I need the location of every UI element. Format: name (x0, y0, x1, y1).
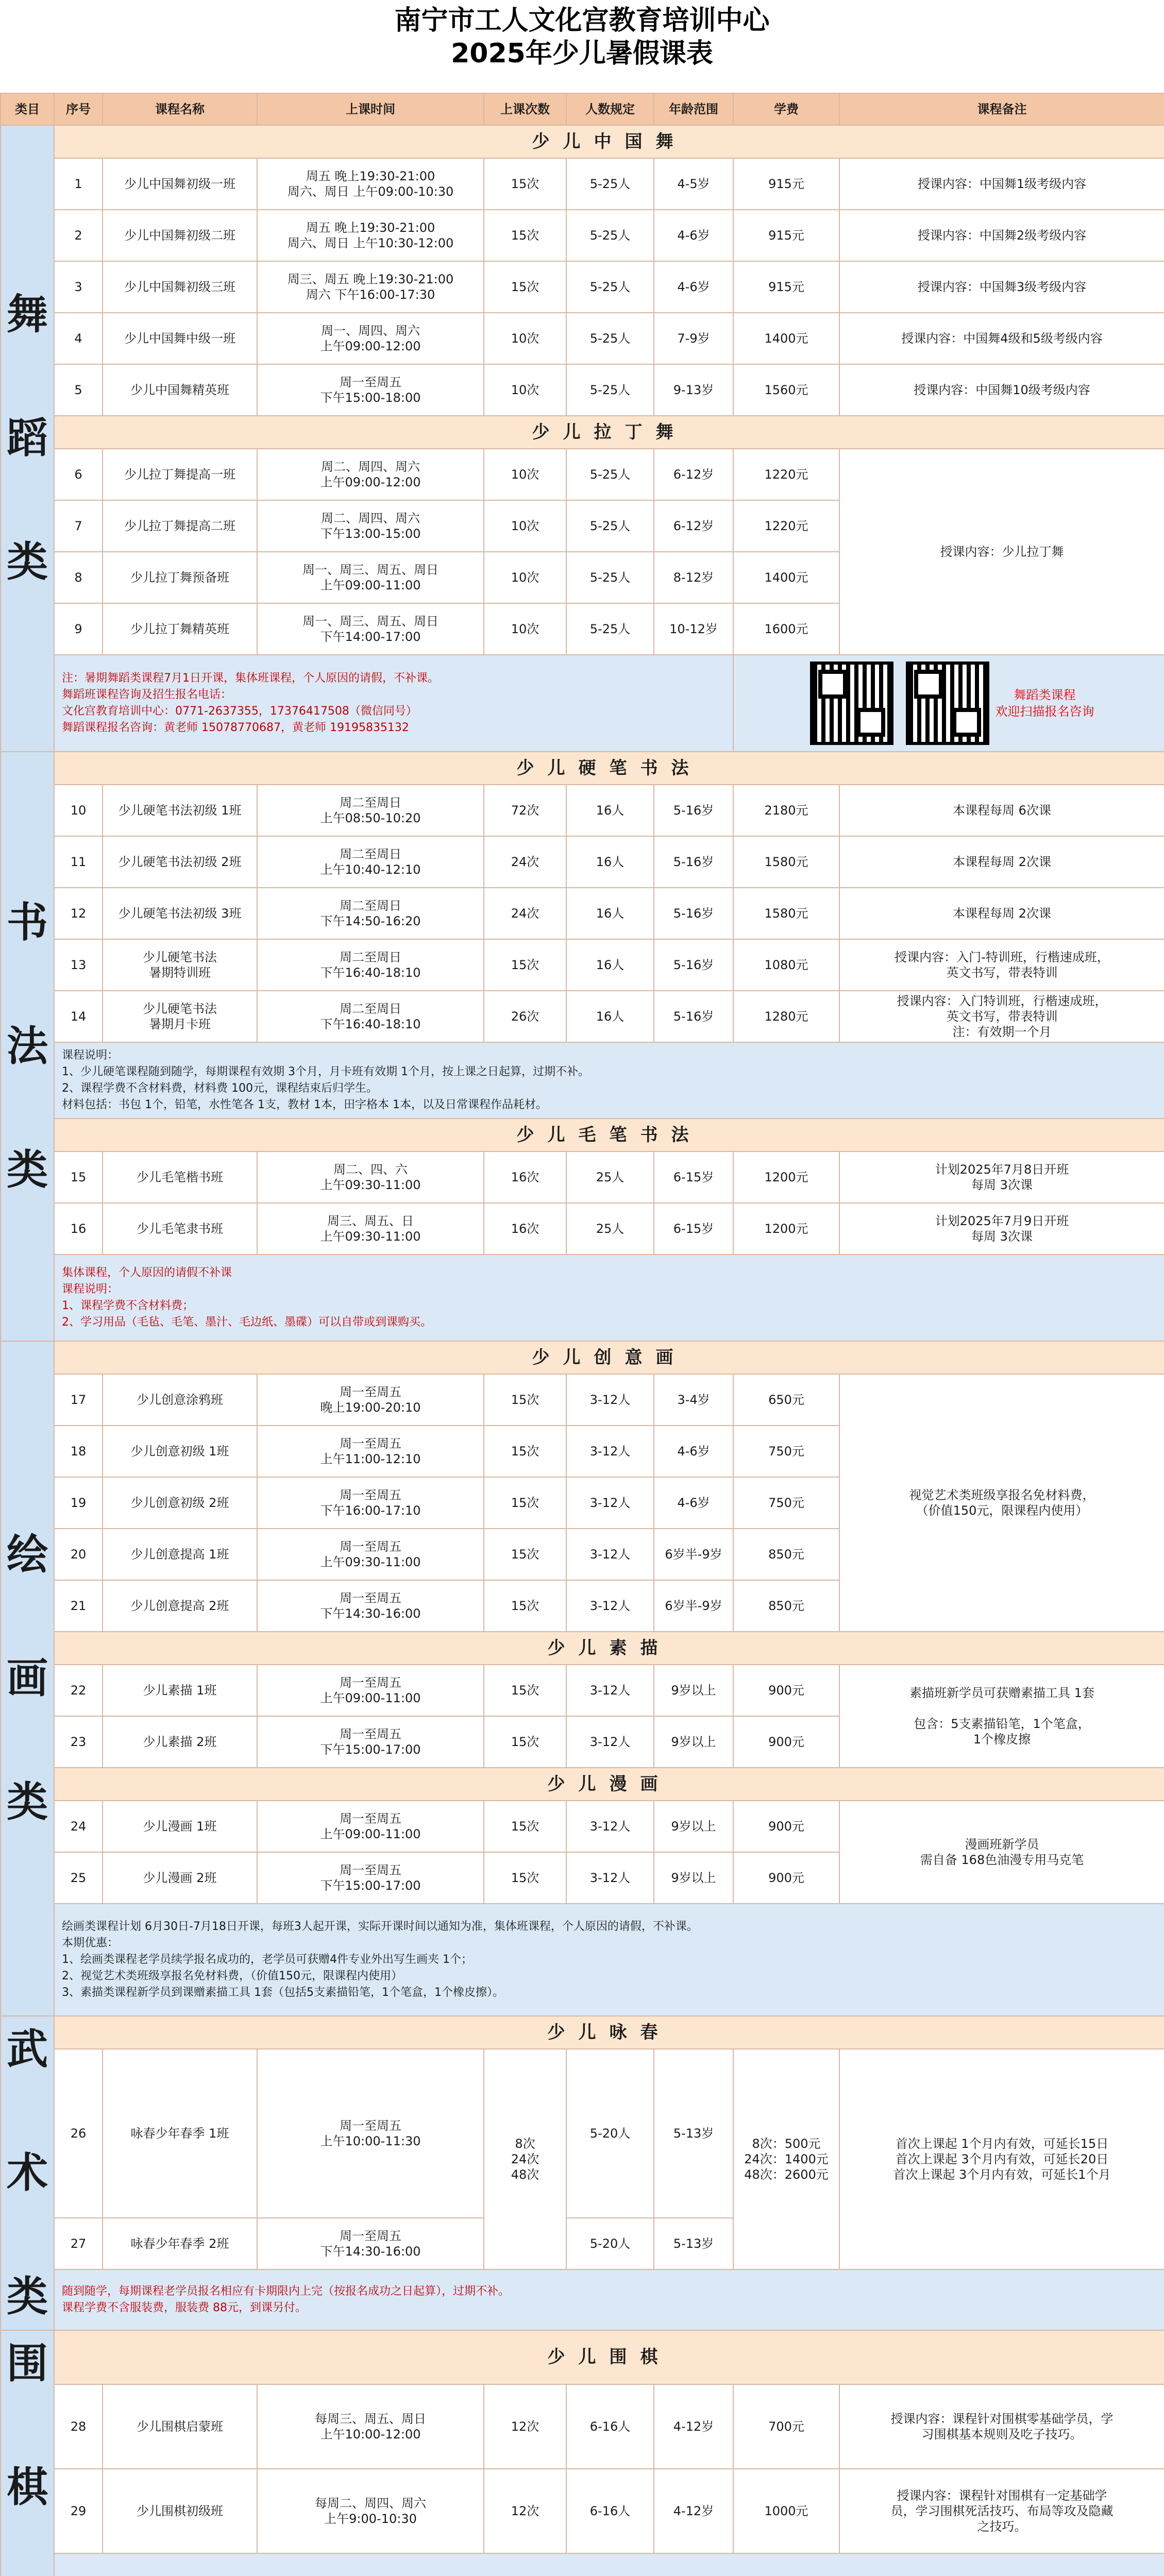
category-label: 围 棋 (1, 2330, 54, 2576)
section-title: 少儿素描 (54, 1632, 1164, 1665)
course-remark: 本课程每周 2次课 (839, 888, 1164, 939)
section-row (1, 1118, 1164, 1151)
class-size: 3-12人 (566, 1801, 654, 1852)
course-remark: 授课内容：中国舞1级考级内容 (839, 158, 1164, 210)
class-size: 16人 (566, 836, 654, 888)
session-count: 10次 (484, 552, 566, 603)
class-size: 5-20人 (566, 2049, 654, 2218)
session-count: 15次 (484, 1529, 566, 1580)
course-remark: 视觉艺术类班级享报名免材料费， （价值150元，限课程内使用） (839, 1374, 1164, 1632)
tuition: 900元 (733, 1852, 839, 1904)
tuition: 1200元 (733, 1151, 839, 1203)
age-range: 4-6岁 (654, 1477, 733, 1529)
row-number: 23 (54, 1716, 103, 1768)
section-title: 少儿围棋 (54, 2330, 1164, 2384)
qr-code-block (733, 655, 1164, 752)
age-range: 7-9岁 (654, 313, 733, 364)
section-title: 少儿拉丁舞 (54, 416, 1164, 449)
note-text: 集体课程，个人原因的请假不补课 课程说明： 1、课程学费不含材料费； 2、学习用品（毛毡、毛笔、墨汁、毛边纸、墨碟）可以自带或到课购买。 (54, 1255, 1164, 1341)
age-range: 8-12岁 (654, 552, 733, 603)
row-number: 12 (54, 888, 103, 939)
tuition: 1000元 (733, 2469, 839, 2553)
session-count: 15次 (484, 939, 566, 991)
session-count: 12次 (484, 2469, 566, 2553)
course-name: 少儿围棋启蒙班 (103, 2384, 257, 2469)
course-remark: 本课程每周 6次课 (839, 785, 1164, 836)
tuition: 850元 (733, 1580, 839, 1632)
class-size: 3-12人 (566, 1852, 654, 1904)
class-size: 5-25人 (566, 261, 654, 313)
schedule: 周五 晚上19:30-21:00 周六、周日 上午10:30-12:00 (257, 210, 484, 261)
tuition: 1220元 (733, 500, 839, 552)
age-range: 4-12岁 (654, 2469, 733, 2553)
course-remark: 首次上课起 1个月内有效，可延长15日 首次上课起 3个月内有效，可延长20日 首次上课起 3个月内有效，可延长1个月 (839, 2049, 1164, 2269)
row-number: 16 (54, 1203, 103, 1255)
session-count: 24次 (484, 836, 566, 888)
course-name: 少儿围棋初级班 (103, 2469, 257, 2553)
row-number: 18 (54, 1426, 103, 1477)
course-name: 少儿毛笔隶书班 (103, 1203, 257, 1255)
schedule-title: 2025年少儿暑假课表 (451, 38, 713, 69)
course-name: 少儿拉丁舞提高一班 (103, 449, 257, 500)
org-title: 南宁市工人文化宫教育培训中心 (394, 5, 770, 36)
age-range: 10-12岁 (654, 603, 733, 655)
session-count: 10次 (484, 500, 566, 552)
qr-caption: 舞蹈类课程 欢迎扫描报名咨询 (995, 688, 1094, 719)
age-range: 6-15岁 (654, 1203, 733, 1255)
table-row (1, 364, 1164, 416)
course-name: 咏春少年春季 2班 (103, 2218, 257, 2269)
tuition: 1580元 (733, 888, 839, 939)
class-size: 5-20人 (566, 2218, 654, 2269)
row-number: 13 (54, 939, 103, 991)
age-range: 3-4岁 (654, 1374, 733, 1426)
course-remark: 计划2025年7月9日开班 每周 3次课 (839, 1203, 1164, 1255)
course-remark: 授课内容：中国舞4级和5级考级内容 (839, 313, 1164, 364)
tuition: 1400元 (733, 313, 839, 364)
tuition: 900元 (733, 1801, 839, 1852)
tuition: 915元 (733, 261, 839, 313)
section-row (1, 1341, 1164, 1374)
class-size: 25人 (566, 1203, 654, 1255)
section-title: 少儿漫画 (54, 1768, 1164, 1801)
session-count: 10次 (484, 603, 566, 655)
course-name: 少儿硬笔书法 暑期月卡班 (103, 991, 257, 1042)
col-no: 序号 (54, 93, 103, 125)
table-row (1, 210, 1164, 261)
row-number: 22 (54, 1665, 103, 1716)
schedule: 周一、周三、周五、周日 上午09:00-11:00 (257, 552, 484, 603)
table-row (1, 1665, 1164, 1716)
age-range: 9岁以上 (654, 1801, 733, 1852)
schedule: 周一、周三、周五、周日 下午14:00-17:00 (257, 603, 484, 655)
col-remark: 课程备注 (839, 93, 1164, 125)
row-number: 28 (54, 2384, 103, 2469)
age-range: 9岁以上 (654, 1852, 733, 1904)
schedule: 周一至周五 上午09:00-11:00 (257, 1665, 484, 1716)
schedule: 周二至周日 上午10:40-12:10 (257, 836, 484, 888)
class-size: 3-12人 (566, 1477, 654, 1529)
row-number: 7 (54, 500, 103, 552)
schedule: 周二至周日 下午16:40-18:10 (257, 939, 484, 991)
table-row (1, 449, 1164, 500)
session-count: 15次 (484, 1801, 566, 1852)
age-range: 6-12岁 (654, 449, 733, 500)
class-size: 3-12人 (566, 1665, 654, 1716)
col-name: 课程名称 (103, 93, 257, 125)
col-fee: 学费 (733, 93, 839, 125)
session-count: 15次 (484, 1374, 566, 1426)
session-count: 15次 (484, 1716, 566, 1768)
table-row (1, 261, 1164, 313)
table-row (1, 991, 1164, 1042)
age-range: 6-15岁 (654, 1151, 733, 1203)
table-row (1, 2049, 1164, 2218)
schedule: 周一至周五 上午09:00-11:00 (257, 1801, 484, 1852)
class-size: 16人 (566, 888, 654, 939)
tuition: 1560元 (733, 364, 839, 416)
note-row (1, 1042, 1164, 1118)
age-range: 4-6岁 (654, 261, 733, 313)
qr-code-image (810, 662, 893, 745)
session-count: 15次 (484, 1477, 566, 1529)
table-row (1, 1374, 1164, 1426)
course-name: 少儿拉丁舞预备班 (103, 552, 257, 603)
age-range: 6-12岁 (654, 500, 733, 552)
class-size: 5-25人 (566, 158, 654, 210)
session-count: 15次 (484, 261, 566, 313)
course-name: 少儿创意提高 1班 (103, 1529, 257, 1580)
section-title: 少儿硬笔书法 (54, 752, 1164, 785)
course-name: 少儿中国舞精英班 (103, 364, 257, 416)
table-row (1, 836, 1164, 888)
row-number: 11 (54, 836, 103, 888)
section-title: 少儿毛笔书法 (54, 1118, 1164, 1151)
course-name: 少儿拉丁舞精英班 (103, 603, 257, 655)
course-name: 少儿中国舞初级三班 (103, 261, 257, 313)
table-row (1, 939, 1164, 991)
table-row (1, 2469, 1164, 2553)
tuition: 750元 (733, 1426, 839, 1477)
schedule: 周一至周五 下午15:00-17:00 (257, 1716, 484, 1768)
schedule: 周二至周日 下午14:50-16:20 (257, 888, 484, 939)
col-age: 年龄范围 (654, 93, 733, 125)
course-remark: 授课内容：课程针对围棋零基础学员，学 习围棋基本规则及吃子技巧。 (839, 2384, 1164, 2469)
section-title: 少儿创意画 (54, 1341, 1164, 1374)
tuition: 1400元 (733, 552, 839, 603)
schedule: 周二、四、六 上午09:30-11:00 (257, 1151, 484, 1203)
course-name: 少儿创意提高 2班 (103, 1580, 257, 1632)
row-number: 2 (54, 210, 103, 261)
course-remark: 授课内容：入门-特训班，行楷速成班， 英文书写，带表特训 (839, 939, 1164, 991)
row-number: 21 (54, 1580, 103, 1632)
schedule: 周二、周四、周六 上午09:00-12:00 (257, 449, 484, 500)
table-row (1, 1151, 1164, 1203)
tuition: 700元 (733, 2384, 839, 2469)
tuition: 8次：500元 24次：1400元 48次：2600元 (733, 2049, 839, 2269)
schedule: 周一、周四、周六 上午09:00-12:00 (257, 313, 484, 364)
section-title: 少儿中国舞 (54, 125, 1164, 158)
session-count: 8次 24次 48次 (484, 2049, 566, 2269)
note-row (1, 2553, 1164, 2576)
tuition: 650元 (733, 1374, 839, 1426)
section-row (1, 125, 1164, 158)
session-count: 10次 (484, 364, 566, 416)
age-range: 5-13岁 (654, 2049, 733, 2218)
category-label: 舞 蹈 类 (1, 125, 54, 752)
row-number: 25 (54, 1852, 103, 1904)
session-count: 15次 (484, 1852, 566, 1904)
session-count: 10次 (484, 313, 566, 364)
note-text: 随到随学，每期课程老学员报名相应有卡期限内上完（按报名成功之日起算），过期不补。 课程学费不含服装费，服装费 88元，到课另付。 (54, 2269, 1164, 2330)
tuition: 900元 (733, 1716, 839, 1768)
row-number: 19 (54, 1477, 103, 1529)
session-count: 15次 (484, 210, 566, 261)
tuition: 850元 (733, 1529, 839, 1580)
section-row (1, 2330, 1164, 2384)
age-range: 9岁以上 (654, 1716, 733, 1768)
row-number: 6 (54, 449, 103, 500)
age-range: 5-16岁 (654, 991, 733, 1042)
schedule: 周一至周五 下午14:30-16:00 (257, 1580, 484, 1632)
table-row (1, 1801, 1164, 1852)
class-size: 5-25人 (566, 552, 654, 603)
age-range: 6岁半-9岁 (654, 1529, 733, 1580)
session-count: 15次 (484, 1580, 566, 1632)
course-name: 少儿漫画 2班 (103, 1852, 257, 1904)
category-label: 武 术 类 (1, 2016, 54, 2330)
session-count: 26次 (484, 991, 566, 1042)
section-row (1, 752, 1164, 785)
col-category: 类目 (1, 93, 54, 125)
row-number: 8 (54, 552, 103, 603)
schedule: 周一至周五 上午11:00-12:10 (257, 1426, 484, 1477)
course-name: 少儿毛笔楷书班 (103, 1151, 257, 1203)
note-row (1, 1904, 1164, 2016)
section-title: 少儿咏春 (54, 2016, 1164, 2049)
session-count: 24次 (484, 888, 566, 939)
row-number: 5 (54, 364, 103, 416)
row-number: 9 (54, 603, 103, 655)
course-remark: 素描班新学员可获赠素描工具 1套 包含：5支素描铅笔，1个笔盒， 1个橡皮擦 (839, 1665, 1164, 1768)
row-number: 27 (54, 2218, 103, 2269)
row-number: 26 (54, 2049, 103, 2218)
table-row (1, 888, 1164, 939)
age-range: 9-13岁 (654, 364, 733, 416)
row-number: 14 (54, 991, 103, 1042)
tuition: 2180元 (733, 785, 839, 836)
section-row (1, 2016, 1164, 2049)
page-header (0, 0, 1164, 70)
class-size: 6-16人 (566, 2384, 654, 2469)
table-row (1, 785, 1164, 836)
note-text: 课程说明： 1、少儿硬笔课程随到随学，每期课程有效期 3个月，月卡班有效期 1个月，按上课之日起算，过期不补。 2、课程学费不含材料费，材料费 100元，课程结束后归学生。 材料包括：书包 1个，铅笔，水性笔各 1支，教材 1本，田字格本 1本，以及日常课程作品耗材。 (54, 1042, 1164, 1118)
tuition: 750元 (733, 1477, 839, 1529)
tuition: 1080元 (733, 939, 839, 991)
schedule: 周一至周五 上午10:00-11:30 (257, 2049, 484, 2218)
schedule: 周二至周日 下午16:40-18:10 (257, 991, 484, 1042)
age-range: 5-13岁 (654, 2218, 733, 2269)
course-name: 少儿素描 1班 (103, 1665, 257, 1716)
row-number: 15 (54, 1151, 103, 1203)
course-name: 少儿硬笔书法初级 2班 (103, 836, 257, 888)
table-row (1, 313, 1164, 364)
course-name: 少儿中国舞中级一班 (103, 313, 257, 364)
course-name: 少儿创意初级 2班 (103, 1477, 257, 1529)
course-name: 少儿拉丁舞提高二班 (103, 500, 257, 552)
class-size: 6-16人 (566, 2469, 654, 2553)
schedule: 周一至周五 下午16:00-17:10 (257, 1477, 484, 1529)
schedule: 周一至周五 下午15:00-18:00 (257, 364, 484, 416)
tuition: 915元 (733, 210, 839, 261)
session-count: 16次 (484, 1203, 566, 1255)
col-size: 人数规定 (566, 93, 654, 125)
course-remark: 授课内容：少儿拉丁舞 (839, 449, 1164, 655)
class-size: 3-12人 (566, 1374, 654, 1426)
schedule: 每周三、周五、周日 上午10:00-12:00 (257, 2384, 484, 2469)
note-text: 绘画类课程计划 6月30日-7月18日开课，每班3人起开课，实际开课时间以通知为准，集体班课程，个人原因的请假，不补课。 本期优惠： 1、绘画类课程老学员续学报名成功的，老学员可获赠4件专业外出写生画夹 1个； 2、视觉艺术类班级享报名免材料费，（价值150元，限课程内使用） 3、素描类课程新学员到课赠素描工具 1套（包括5支素描铅笔，1个笔盒，1个橡皮擦）。 (54, 1904, 1164, 2016)
schedule: 周五 晚上19:30-21:00 周六、周日 上午09:00-10:30 (257, 158, 484, 210)
qr-code-image (906, 662, 989, 745)
row-number: 10 (54, 785, 103, 836)
course-table (0, 93, 1164, 2576)
course-remark: 计划2025年7月8日开班 每周 3次课 (839, 1151, 1164, 1203)
session-count: 16次 (484, 1151, 566, 1203)
course-name: 少儿硬笔书法 暑期特训班 (103, 939, 257, 991)
course-remark: 漫画班新学员 需自备 168色油漫专用马克笔 (839, 1801, 1164, 1904)
section-row (1, 1632, 1164, 1665)
note-text (54, 2553, 1164, 2576)
age-range: 4-6岁 (654, 210, 733, 261)
schedule: 周一至周五 下午15:00-17:00 (257, 1852, 484, 1904)
course-name: 少儿中国舞初级一班 (103, 158, 257, 210)
class-size: 5-25人 (566, 603, 654, 655)
schedule: 周一至周五 下午14:30-16:00 (257, 2218, 484, 2269)
class-size: 3-12人 (566, 1426, 654, 1477)
age-range: 9岁以上 (654, 1665, 733, 1716)
table-row (1, 1203, 1164, 1255)
course-name: 少儿漫画 1班 (103, 1801, 257, 1852)
class-size: 16人 (566, 785, 654, 836)
col-times: 上课次数 (484, 93, 566, 125)
course-name: 少儿硬笔书法初级 1班 (103, 785, 257, 836)
class-size: 5-25人 (566, 210, 654, 261)
class-size: 3-12人 (566, 1529, 654, 1580)
row-number: 17 (54, 1374, 103, 1426)
class-size: 5-25人 (566, 313, 654, 364)
schedule: 周三、周五、日 上午09:30-11:00 (257, 1203, 484, 1255)
course-name: 少儿素描 2班 (103, 1716, 257, 1768)
category-label: 绘 画 类 (1, 1341, 54, 2016)
session-count: 72次 (484, 785, 566, 836)
row-number: 1 (54, 158, 103, 210)
tuition: 1280元 (733, 991, 839, 1042)
course-remark: 授课内容：中国舞2级考级内容 (839, 210, 1164, 261)
class-size: 5-25人 (566, 500, 654, 552)
row-number: 3 (54, 261, 103, 313)
session-count: 15次 (484, 1426, 566, 1477)
note-text: 注：暑期舞蹈类课程7月1日开课，集体班课程，个人原因的请假，不补课。 舞蹈班课程咨询及招生报名电话： 文化宫教育培训中心：0771-2637355，17376417508（微信同号） 舞蹈课程报名咨询：黄老师 15078770687，黄老师 19195835132 (54, 655, 733, 752)
course-name: 少儿硬笔书法初级 3班 (103, 888, 257, 939)
course-remark: 授课内容：中国舞3级考级内容 (839, 261, 1164, 313)
note-row (1, 1255, 1164, 1341)
age-range: 5-16岁 (654, 785, 733, 836)
class-size: 16人 (566, 991, 654, 1042)
class-size: 3-12人 (566, 1580, 654, 1632)
class-size: 16人 (566, 939, 654, 991)
age-range: 5-16岁 (654, 836, 733, 888)
class-size: 3-12人 (566, 1716, 654, 1768)
table-row (1, 158, 1164, 210)
course-name: 咏春少年春季 1班 (103, 2049, 257, 2218)
course-name: 少儿创意涂鸦班 (103, 1374, 257, 1426)
row-number: 4 (54, 313, 103, 364)
class-size: 5-25人 (566, 364, 654, 416)
course-remark: 本课程每周 2次课 (839, 836, 1164, 888)
row-number: 24 (54, 1801, 103, 1852)
class-size: 25人 (566, 1151, 654, 1203)
age-range: 4-6岁 (654, 1426, 733, 1477)
course-name: 少儿中国舞初级二班 (103, 210, 257, 261)
course-remark: 授课内容：课程针对围棋有一定基础学 员，学习围棋死活技巧、布局等攻及隐藏 之技巧。 (839, 2469, 1164, 2553)
session-count: 15次 (484, 1665, 566, 1716)
course-remark: 授课内容：中国舞10级考级内容 (839, 364, 1164, 416)
schedule: 周一至周五 上午09:30-11:00 (257, 1529, 484, 1580)
age-range: 6岁半-9岁 (654, 1580, 733, 1632)
schedule: 每周二、周四、周六 上午9:00-10:30 (257, 2469, 484, 2553)
schedule: 周二至周日 上午08:50-10:20 (257, 785, 484, 836)
session-count: 15次 (484, 158, 566, 210)
tuition: 900元 (733, 1665, 839, 1716)
tuition: 1580元 (733, 836, 839, 888)
schedule: 周二、周四、周六 下午13:00-15:00 (257, 500, 484, 552)
course-remark: 授课内容：入门特训班，行楷速成班， 英文书写，带表特训 注：有效期一个月 (839, 991, 1164, 1042)
class-size: 5-25人 (566, 449, 654, 500)
age-range: 4-12岁 (654, 2384, 733, 2469)
table-row (1, 2384, 1164, 2469)
schedule: 周三、周五 晚上19:30-21:00 周六 下午16:00-17:30 (257, 261, 484, 313)
session-count: 10次 (484, 449, 566, 500)
tuition: 1200元 (733, 1203, 839, 1255)
table-header-row (1, 93, 1164, 125)
tuition: 1600元 (733, 603, 839, 655)
note-row (1, 655, 1164, 752)
category-label: 书 法 类 (1, 752, 54, 1341)
section-row (1, 1768, 1164, 1801)
row-number: 20 (54, 1529, 103, 1580)
col-time: 上课时间 (257, 93, 484, 125)
section-row (1, 416, 1164, 449)
row-number: 29 (54, 2469, 103, 2553)
session-count: 12次 (484, 2384, 566, 2469)
schedule: 周一至周五 晚上19:00-20:10 (257, 1374, 484, 1426)
tuition: 915元 (733, 158, 839, 210)
age-range: 5-16岁 (654, 939, 733, 991)
course-name: 少儿创意初级 1班 (103, 1426, 257, 1477)
tuition: 1220元 (733, 449, 839, 500)
age-range: 5-16岁 (654, 888, 733, 939)
note-row (1, 2269, 1164, 2330)
age-range: 4-5岁 (654, 158, 733, 210)
